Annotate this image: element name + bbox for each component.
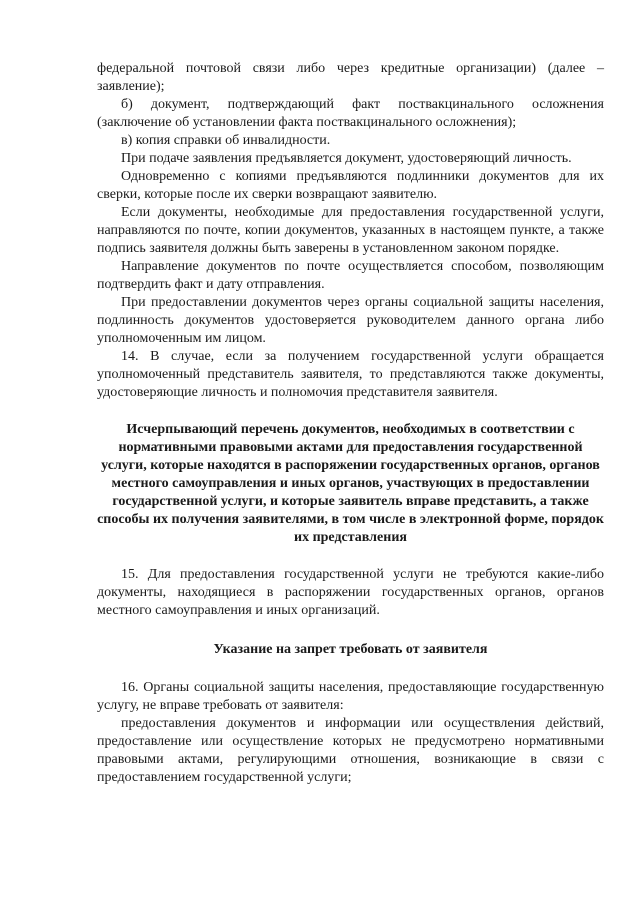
paragraph-14: 14. В случае, если за получением государственной услуги обращается уполномоченный представитель заявителя, то представляются также документы, удостоверяющие личность и полномочия представителя заявителя. (97, 349, 604, 400)
section-heading-prohibition: Указание на запрет требовать от заявителя (213, 642, 488, 657)
paragraph-16: 16. Органы социальной защиты населения, предоставляющие государственную услугу, не вправе требовать от заявителя: (97, 680, 604, 713)
paragraph-item-b: б) документ, подтверждающий факт поствакцинального осложнения (заключение об установлении факта поствакцинального осложнения); (97, 97, 604, 130)
paragraph-item-v: в) копия справки об инвалидности. (121, 133, 331, 148)
paragraph-social-bodies: При предоставлении документов через органы социальной защиты населения, подлинность документов удостоверяется руководителем данного органа либо уполномоченным им лицом. (97, 295, 604, 346)
paragraph-mail-method: Направление документов по почте осуществляется способом, позволяющим подтвердить факт и дату отправления. (97, 259, 604, 292)
document-page (97, 60, 604, 787)
section-heading-documents-list: Исчерпывающий перечень документов, необходимых в соответствии с нормативными правовыми актами для предоставления государственной услуги, которые находятся в распоряжении государственных органов, органов местного самоуправления и иных органов, участвующих в предоставлении государственной услуги, и которые заявитель вправе представить, а также способы их получения заявителями, в том числе в электронной форме, порядок их представления (97, 422, 604, 545)
paragraph-16-item: предоставления документов и информации или осуществления действий, предоставление или осуществление которых не предусмотрено нормативными правовыми актами, регулирующими отношения, возникающие в связи с предоставлением государственной услуги; (97, 716, 604, 785)
paragraph-id-document: При подаче заявления предъявляется документ, удостоверяющий личность. (121, 151, 572, 166)
paragraph-by-mail: Если документы, необходимые для предоставления государственной услуги, направляются по почте, копии документов, указанных в настоящем пункте, а также подпись заявителя должны быть заверены в установленном законом порядке. (97, 205, 604, 256)
paragraph-continuation: федеральной почтовой связи либо через кредитные организации) (далее – заявление); (97, 61, 604, 94)
paragraph-15: 15. Для предоставления государственной услуги не требуются какие-либо документы, находящиеся в распоряжении государственных органов, органов местного самоуправления и иных организаций. (97, 567, 604, 618)
paragraph-originals: Одновременно с копиями предъявляются подлинники документов для их сверки, которые после их сверки возвращают заявителю. (97, 169, 604, 202)
